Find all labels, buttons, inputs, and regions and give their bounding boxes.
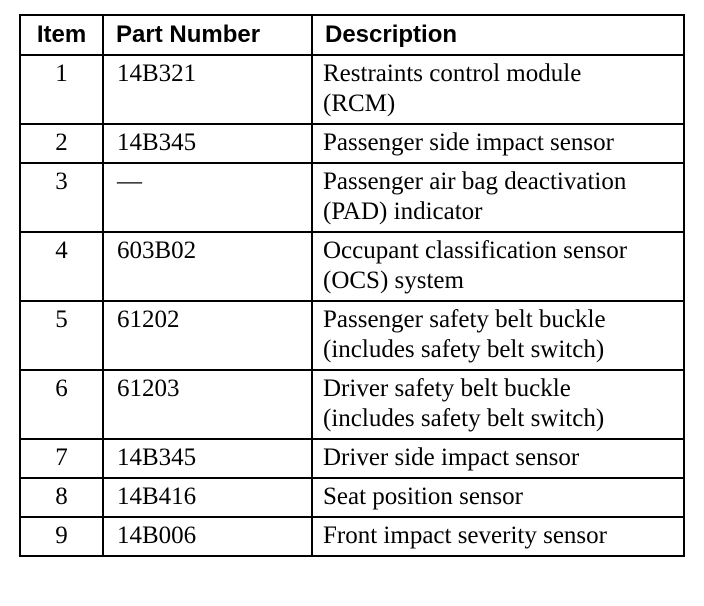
description-line: Driver side impact sensor [323,444,580,471]
description-cell [312,439,684,478]
item-cell: 7 [20,439,103,478]
part-number-cell: 14B321 [103,55,312,124]
part-number-cell: 14B416 [103,478,312,517]
description-line: (RCM) [323,90,396,117]
description-line: Passenger air bag deactivation [323,168,627,195]
item-cell: 4 [20,232,103,301]
part-number-cell: 603B02 [103,232,312,301]
item-cell: 2 [20,124,103,163]
description-line: (includes safety belt switch) [323,336,605,363]
item-cell: 9 [20,517,103,556]
item-cell: 5 [20,301,103,370]
description-cell [312,478,684,517]
description-line: Seat position sensor [323,483,523,510]
description-cell [312,55,684,124]
table-row [20,517,684,556]
item-cell: 3 [20,163,103,232]
part-number-cell: 61202 [103,301,312,370]
column-header-description: Description [312,15,684,55]
description-cell [312,163,684,232]
column-header-item: Item [20,15,103,55]
part-number-cell: 14B345 [103,124,312,163]
description-cell [312,301,684,370]
description-line: (OCS) system [323,267,464,294]
table-row [20,163,684,232]
table-row [20,439,684,478]
column-header-part-number: Part Number [103,15,312,55]
table-row [20,232,684,301]
item-cell: 8 [20,478,103,517]
table-row [20,478,684,517]
part-number-cell: 14B006 [103,517,312,556]
table-row [20,124,684,163]
part-number-cell: 61203 [103,370,312,439]
description-line: (includes safety belt switch) [323,405,605,432]
item-cell: 1 [20,55,103,124]
table-row [20,370,684,439]
item-cell: 6 [20,370,103,439]
description-line: Occupant classification sensor [323,237,628,264]
description-line: Driver safety belt buckle [323,375,571,402]
table-row [20,55,684,124]
table-row [20,301,684,370]
description-cell [312,124,684,163]
part-number-cell: 14B345 [103,439,312,478]
description-cell [312,370,684,439]
description-line: Passenger safety belt buckle [323,306,606,333]
description-cell [312,232,684,301]
description-line: Passenger side impact sensor [323,129,614,156]
description-line: Restraints control module [323,60,582,87]
header-row [20,15,684,55]
description-cell [312,517,684,556]
table-body [20,55,684,556]
part-number-cell: — [103,163,312,232]
parts-table [19,14,685,557]
description-line: Front impact severity sensor [323,522,607,549]
description-line: (PAD) indicator [323,198,483,225]
